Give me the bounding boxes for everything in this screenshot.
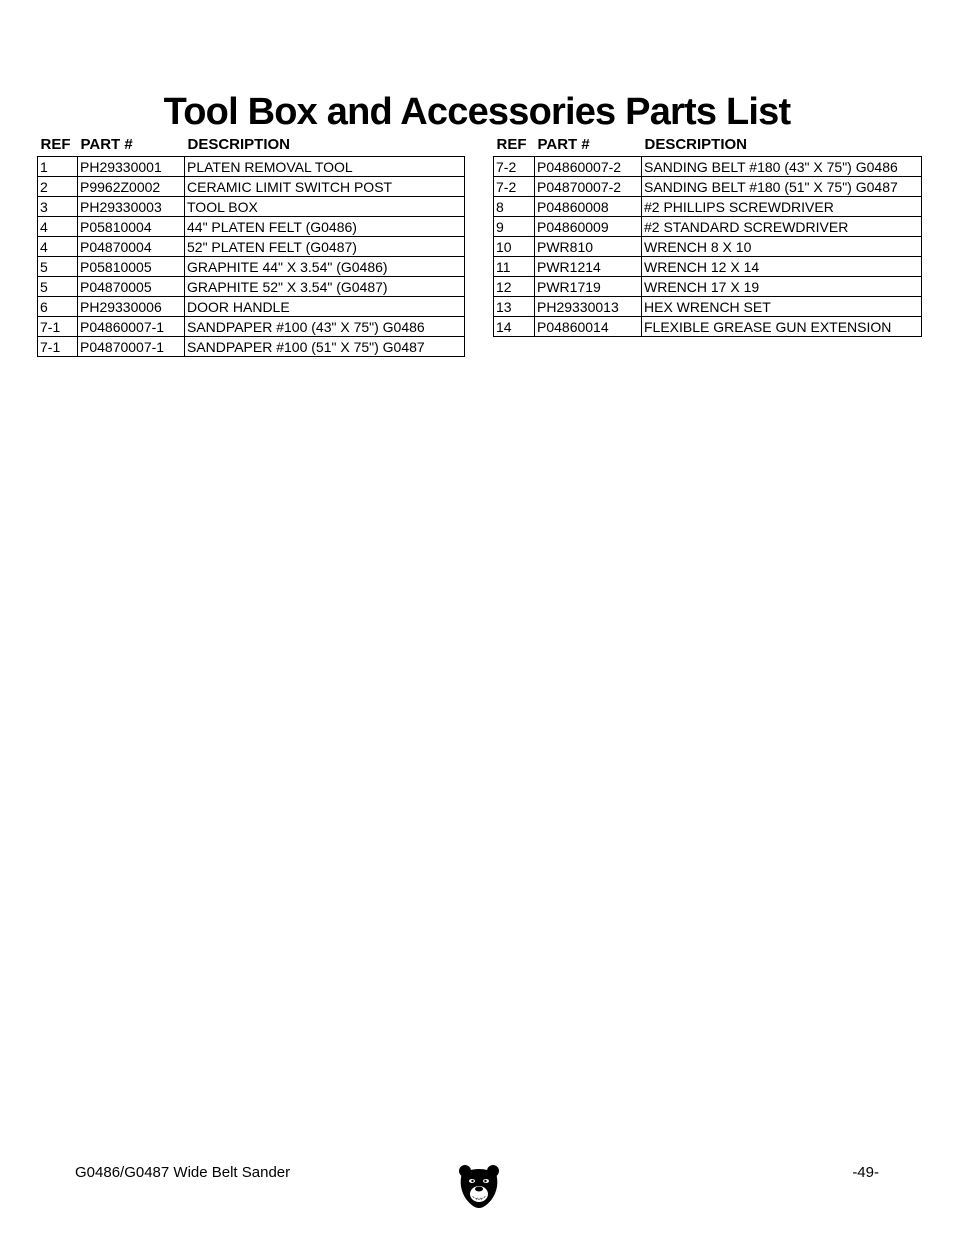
part-number-cell: P04860007-2: [535, 157, 642, 177]
table-row: [494, 297, 922, 317]
ref-cell: 10: [494, 237, 535, 257]
ref-cell: 12: [494, 277, 535, 297]
description-cell: CERAMIC LIMIT SWITCH POST: [185, 177, 465, 197]
part-number-cell: P04860007-1: [78, 317, 185, 337]
description-cell: WRENCH 8 X 10: [642, 237, 922, 257]
bear-head-icon: [458, 1163, 500, 1209]
part-number-cell: P04870004: [78, 237, 185, 257]
ref-cell: 5: [38, 277, 78, 297]
part-number-cell: P04870007-2: [535, 177, 642, 197]
page-title: Tool Box and Accessories Parts List: [163, 91, 791, 134]
description-cell: #2 STANDARD SCREWDRIVER: [642, 217, 922, 237]
footer-model: G0486/G0487 Wide Belt Sander: [75, 1164, 291, 1181]
description-cell: FLEXIBLE GREASE GUN EXTENSION: [642, 317, 922, 337]
parts-table-right: [493, 132, 922, 337]
description-cell: SANDPAPER #100 (51" X 75") G0487: [185, 337, 465, 357]
description-cell: SANDPAPER #100 (43" X 75") G0486: [185, 317, 465, 337]
ref-cell: 9: [494, 217, 535, 237]
part-number-cell: P04870007-1: [78, 337, 185, 357]
table-row: [494, 157, 922, 177]
table-header-row: [38, 132, 465, 157]
table-row: [38, 277, 465, 297]
table-row: [38, 157, 465, 177]
part-number-cell: PWR1719: [535, 277, 642, 297]
ref-header: REF: [496, 135, 527, 153]
ref-cell: 4: [38, 217, 78, 237]
description-cell: 44" PLATEN FELT (G0486): [185, 217, 465, 237]
table-row: [494, 277, 922, 297]
part-number-cell: PH29330006: [78, 297, 185, 317]
description-cell: WRENCH 12 X 14: [642, 257, 922, 277]
ref-cell: 1: [38, 157, 78, 177]
description-header: DESCRIPTION: [644, 135, 748, 153]
description-cell: PLATEN REMOVAL TOOL: [185, 157, 465, 177]
description-cell: SANDING BELT #180 (51" X 75") G0487: [642, 177, 922, 197]
table-row: [494, 177, 922, 197]
table-row: [38, 197, 465, 217]
description-cell: GRAPHITE 52" X 3.54" (G0487): [185, 277, 465, 297]
description-cell: DOOR HANDLE: [185, 297, 465, 317]
page-number: -49-: [852, 1164, 879, 1181]
part-number-cell: PH29330001: [78, 157, 185, 177]
ref-cell: 14: [494, 317, 535, 337]
part-number-cell: PH29330003: [78, 197, 185, 217]
ref-cell: 5: [38, 257, 78, 277]
table-header-row: [494, 132, 922, 157]
part-number-cell: P9962Z0002: [78, 177, 185, 197]
description-header: DESCRIPTION: [187, 135, 291, 153]
description-cell: 52" PLATEN FELT (G0487): [185, 237, 465, 257]
description-cell: GRAPHITE 44" X 3.54" (G0486): [185, 257, 465, 277]
parts-table-left: [37, 132, 465, 357]
ref-cell: 7-1: [38, 337, 78, 357]
part-number-cell: P05810004: [78, 217, 185, 237]
table-row: [38, 297, 465, 317]
table-row: [38, 177, 465, 197]
ref-cell: 7-1: [38, 317, 78, 337]
table-row: [38, 337, 465, 357]
part-number-cell: P04860014: [535, 317, 642, 337]
ref-cell: 8: [494, 197, 535, 217]
part-number-cell: PWR1214: [535, 257, 642, 277]
ref-cell: 6: [38, 297, 78, 317]
description-cell: SANDING BELT #180 (43" X 75") G0486: [642, 157, 922, 177]
table-row: [494, 317, 922, 337]
ref-cell: 3: [38, 197, 78, 217]
table-row: [38, 217, 465, 237]
ref-cell: 7-2: [494, 157, 535, 177]
table-row: [494, 237, 922, 257]
description-cell: WRENCH 17 X 19: [642, 277, 922, 297]
part-header: PART #: [80, 135, 133, 153]
part-header: PART #: [537, 135, 590, 153]
description-cell: TOOL BOX: [185, 197, 465, 217]
part-number-cell: P04860008: [535, 197, 642, 217]
table-row: [494, 257, 922, 277]
ref-cell: 4: [38, 237, 78, 257]
part-number-cell: P04860009: [535, 217, 642, 237]
table-row: [38, 257, 465, 277]
ref-cell: 11: [494, 257, 535, 277]
ref-header: REF: [40, 135, 71, 153]
ref-cell: 13: [494, 297, 535, 317]
ref-cell: 2: [38, 177, 78, 197]
table-row: [494, 197, 922, 217]
table-row: [38, 317, 465, 337]
description-cell: #2 PHILLIPS SCREWDRIVER: [642, 197, 922, 217]
part-number-cell: PWR810: [535, 237, 642, 257]
ref-cell: 7-2: [494, 177, 535, 197]
part-number-cell: PH29330013: [535, 297, 642, 317]
part-number-cell: P05810005: [78, 257, 185, 277]
part-number-cell: P04870005: [78, 277, 185, 297]
description-cell: HEX WRENCH SET: [642, 297, 922, 317]
table-row: [38, 237, 465, 257]
table-row: [494, 217, 922, 237]
